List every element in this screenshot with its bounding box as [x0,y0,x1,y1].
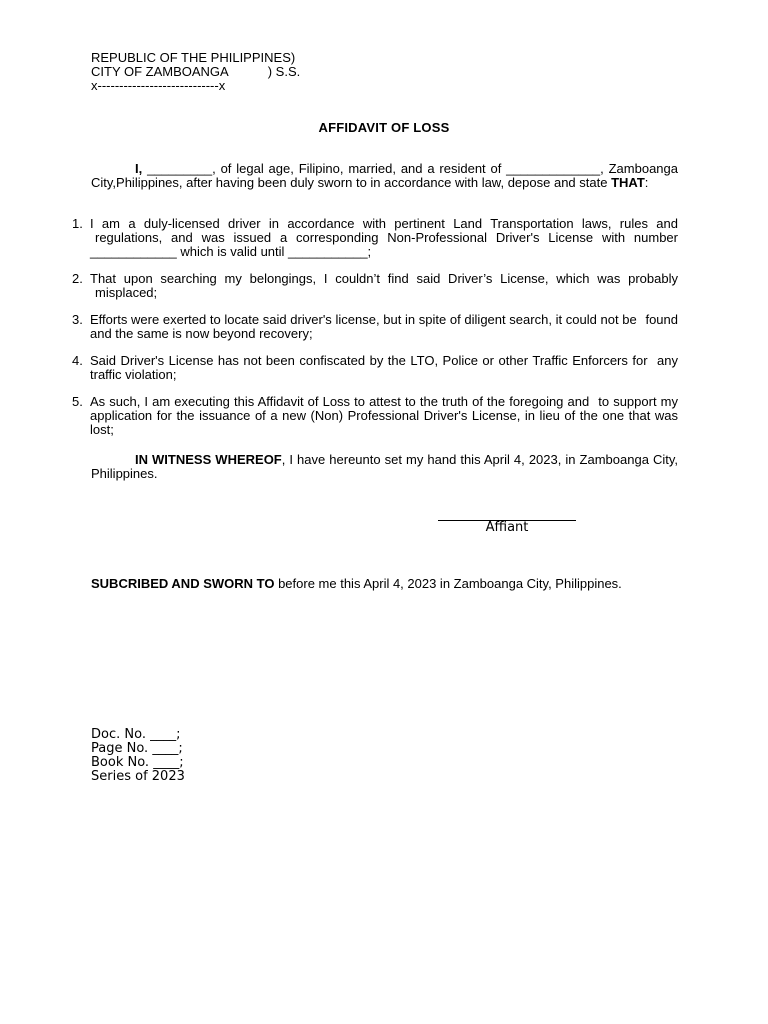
series-year: Series of 2023 [91,769,185,784]
notarial-register [91,728,185,784]
document-title: AFFIDAVIT OF LOSS [318,120,450,135]
item-rest: found and the same is now beyond recovery; [90,312,678,341]
item-text [90,217,678,259]
item-number: 4. [72,353,83,368]
intro-that: THAT [611,175,645,190]
item-number: 2. [72,271,83,286]
witness-body: , I have hereunto set my hand this April 4, 2023, in Zamboanga City, Philippines. [91,452,678,481]
witness-heading: IN WITNESS WHEREOF [135,452,282,467]
item-rest: any traffic violation; [90,353,678,382]
intro-body: _________, of legal age, Filipino, married, and a resident of _____________, Zamboanga City,Philippines, after having been duly sworn to in accordance with law, depose and state [91,161,678,190]
item-text [90,272,678,300]
statement-item [72,313,678,341]
statement-item [72,272,678,300]
caption-republic: REPUBLIC OF THE PHILIPPINES) [91,50,296,65]
item-text [90,313,678,341]
jurat-body: before me this April 4, 2023 in Zamboanga City, Philippines. [274,576,622,591]
item-text [90,354,678,382]
page-number: Page No. ____; [91,741,183,756]
jurat-heading: SUBCRIBED AND SWORN TO [91,576,275,591]
doc-number: Doc. No. ____; [91,727,181,742]
item-number: 5. [72,394,83,409]
item-text [90,395,678,437]
caption-city: CITY OF ZAMBOANGA ) S.S. [91,64,301,79]
item-first-line: Said Driver's License has not been confiscated by the LTO, Police or other Traffic Enforcers for [90,353,648,368]
item-first-line: Efforts were exerted to locate said driver's license, but in spite of diligent search, it could not be [90,312,637,327]
item-first-line: I am a duly-licensed driver in accordance with pertinent Land Transportation laws, rules and [90,216,678,231]
statement-list [72,217,678,450]
item-number: 1. [72,216,83,231]
item-first-line: That upon searching my belongings, I couldn’t find said Driver’s License, which was probably [90,271,678,286]
intro-end: : [644,175,649,190]
item-number: 3. [72,312,83,327]
case-caption [91,51,300,93]
item-rest: misplaced; [95,285,158,300]
witness-paragraph [91,453,678,481]
intro-lead: I, [135,161,143,176]
item-rest: regulations, and was issued a corresponding Non-Professional Driver's License with number ____________ which is valid until ___________; [90,230,678,259]
item-first-line: As such, I am executing this Affidavit of Loss to attest to the truth of the foregoing and [90,394,590,409]
statement-item [72,354,678,382]
book-number: Book No. ____; [91,755,184,770]
statement-item [72,217,678,259]
affiant-label: Affiant [485,520,529,535]
statement-item [72,395,678,437]
intro-paragraph [91,162,678,190]
jurat-paragraph [91,577,711,591]
caption-separator: x----------------------------x [91,78,226,93]
item-rest: to support my application for the issuance of a new (Non) Professional Driver's License, in lieu of the one that was lost; [90,394,678,437]
